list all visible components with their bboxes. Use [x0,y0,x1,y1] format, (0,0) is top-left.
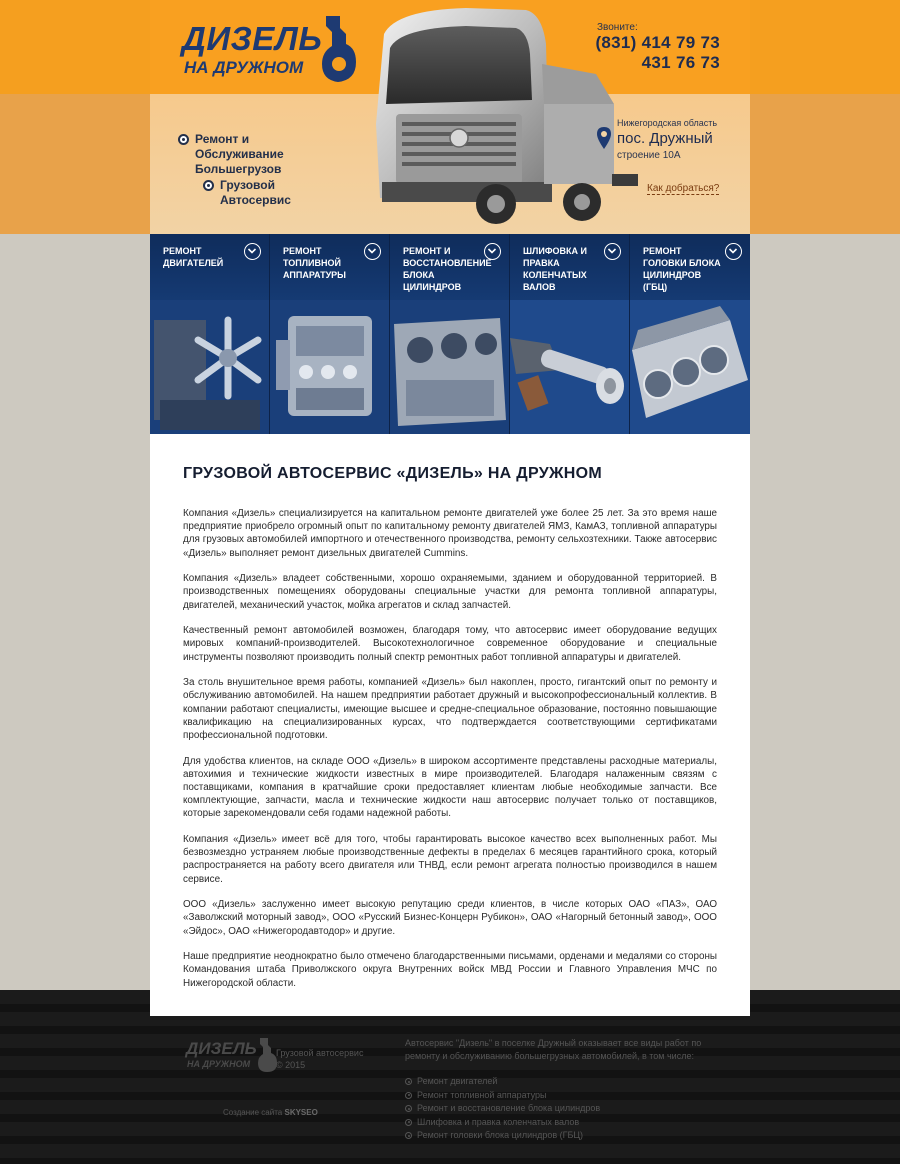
footer-logo-subtitle: НА ДРУЖНОМ [187,1059,251,1069]
footer-service-item[interactable] [405,1075,600,1089]
chevron-down-icon[interactable] [484,243,501,260]
service-title: РЕМОНТ И ВОССТАНОВЛЕНИЕ БЛОКА ЦИЛИНДРОВ [403,246,492,292]
content-paragraph: Компания «Дизель» специализируется на капитальном ремонте двигателей уже более 25 лет. За это время наше предприятие приобрело огромный опыт по капитальному ремонту двигателей ЯМЗ, КамАЗ, топливной аппаратуры для грузовых автомобилей импортного и отечественного производства, ремонту сельхозтехники. Также автосервис «Дизель» выполняет ремонт дизельных двигателей Cummins. [183,508,717,559]
cylinder-block-image [390,300,510,434]
footer-service-label: Ремонт двигателей [417,1076,498,1086]
footer-service-item[interactable] [405,1102,600,1116]
site-logo[interactable] [182,14,357,84]
footer-service-label: Ремонт топливной аппаратуры [417,1089,547,1100]
map-pin-icon [597,127,611,149]
footer-service-label: Ремонт головки блока цилиндров (ГБЦ) [417,1130,584,1140]
wrench-icon [256,1037,278,1073]
content-paragraph: ООО «Дизель» заслуженно имеет высокую репутацию среди клиентов, в числе которых ОАО «ПАЗ», ОАО «Заволжский моторный завод», ООО «Русский Бизнес-Концерн Рубикон», ОАО «Нагорный бетонный завод», ООО «Эйдос», ОАО «Нижегородавтодор» и другие. [183,899,717,937]
feature-truck-service [203,178,343,208]
service-cylinder-block[interactable] [390,234,510,434]
service-title: ШЛИФОВКА И ПРАВКА КОЛЕНЧАТЫХ ВАЛОВ [523,246,587,292]
radio-bullet-icon [178,134,189,145]
address-building: строение 10А [617,150,681,161]
footer-service-item[interactable] [405,1129,600,1143]
footer-about: Автосервис "Дизель" в поселке Дружный оказывает все виды работ по ремонту и обслуживанию большегрузных автомобилей, в том числе: [405,1038,702,1061]
chevron-down-icon[interactable] [364,243,381,260]
phone-label: Звоните: [597,22,638,33]
content-paragraph: Для удобства клиентов, на складе ООО «Дизель» в широком ассортименте представлены расходные материалы, автохимия и технические жидкости известных в мире производителей. Благодаря налаженным связям с поставщиками, компания в кратчайшие сроки предоставляет клиентам любые необходимые запчасти. Все комплектующие, запчасти, масла и технические жидкости наш автосервис получает только от поставщиков, которые зарекомендовали себя годами надежной работы. [183,755,717,820]
chevron-down-icon[interactable] [604,243,621,260]
content-paragraph: Качественный ремонт автомобилей возможен, благодаря тому, что автосервис имеет оборудование ведущих мировых компаний-производителей. Высокотехнологичное современное оборудование и специальные инструменты позволяют производить полный спектр ремонтных работ топливной аппаратуры и двигателей. [183,625,717,663]
footer-service-item[interactable] [405,1089,600,1103]
fuel-pump-image [270,300,390,434]
service-crankshaft[interactable] [510,234,630,434]
logo-title: ДИЗЕЛЬ [182,20,323,57]
directions-link[interactable]: Как добраться? [647,183,720,194]
footer-copyright: © 2015 [276,1060,306,1070]
service-fuel-equipment[interactable] [270,234,390,434]
crankshaft-image [510,300,630,434]
bullet-icon [405,1132,412,1139]
radio-bullet-icon [203,180,214,191]
service-cylinder-head[interactable] [630,234,750,434]
footer-logo[interactable] [186,1037,276,1073]
engine-fan-image [150,300,270,434]
service-title: РЕМОНТ ДВИГАТЕЛЕЙ [163,246,224,268]
footer-logo-title: ДИЗЕЛЬ [186,1039,257,1058]
feature-label: Грузовой Автосервис [220,178,291,207]
content-paragraph: Компания «Дизель» владеет собственными, хорошо охраняемыми, зданием и оборудованной территорией. В производственных помещениях оборудованы специальные участки для ремонта топливной аппаратуры, двигателей, механический участок, мойка агрегатов и склад запчастей. [183,573,717,611]
footer-service-label: Ремонт и восстановление блока цилиндров [417,1103,601,1113]
credit-prefix: Создание сайта [223,1108,283,1117]
content-paragraph: Компания «Дизель» имеет всё для того, чтобы гарантировать высокое качество всех выполненных работ. Мы безвозмездно устраняем любые производственные дефекты в пределах 6 месяцев гарантийного срока, который распространяется на работу всего двигателя или ТНВД, если ремонт агрегата полностью производился в нашем сервисе. [183,834,717,885]
footer-services-list [405,1075,600,1143]
credit-brand-link[interactable]: SKYSEO [284,1108,318,1117]
chevron-down-icon[interactable] [725,243,742,260]
phone-number-1[interactable]: (831) 414 79 73 [595,33,720,52]
site-header [150,0,750,234]
logo-subtitle: НА ДРУЖНОМ [184,58,304,77]
phone-number-2[interactable]: 431 76 73 [641,53,720,72]
bullet-icon [405,1105,412,1112]
footer-credit [223,1108,318,1117]
wrench-icon [318,14,358,84]
footer-service-item[interactable] [405,1116,600,1130]
content-paragraph: За столь внушительное время работы, компанией «Дизель» был накоплен, просто, гигантский опыт по ремонту и обслуживанию автомобилей. На нашем предприятии работает дружный и высокопрофессиональный коллектив. В компании работают специалисты, имеющие высшее и средне-специальное образование, постоянно повышающие квалификацию на специализированных курсах, что подтверждается соответствующими сертификатами профессиональной подготовки. [183,677,717,742]
feature-label: Ремонт и Обслуживание Большегрузов [195,132,284,176]
bullet-icon [405,1092,412,1099]
service-engine-repair[interactable] [150,234,270,434]
address-region: Нижегородская область [617,118,718,128]
footer-tagline-text: Грузовой автосервис [276,1048,364,1058]
feature-heavy-truck-repair [178,132,338,177]
footer-tagline [276,1047,363,1071]
service-title: РЕМОНТ ТОПЛИВНОЙ АППАРАТУРЫ [283,246,346,280]
bullet-icon [405,1078,412,1085]
page-title: ГРУЗОВОЙ АВТОСЕРВИС «ДИЗЕЛЬ» НА ДРУЖНОМ [183,465,602,482]
chevron-down-icon[interactable] [244,243,261,260]
address-place: пос. Дружный [617,130,713,147]
service-title: РЕМОНТ ГОЛОВКИ БЛОКА ЦИЛИНДРОВ (ГБЦ) [643,246,721,292]
content-paragraph: Наше предприятие неоднократно было отмечено благодарственными письмами, орденами и медалями со стороны Командования штаба Приволжского округа Внутренних войск МВД России и Главного Управления МЧС по Нижегородской области. [183,951,717,989]
services-menu [150,234,750,434]
cylinder-head-image [630,300,750,434]
footer-service-label: Шлифовка и правка коленчатых валов [417,1116,580,1127]
bullet-icon [405,1119,412,1126]
main-content [150,434,750,1016]
